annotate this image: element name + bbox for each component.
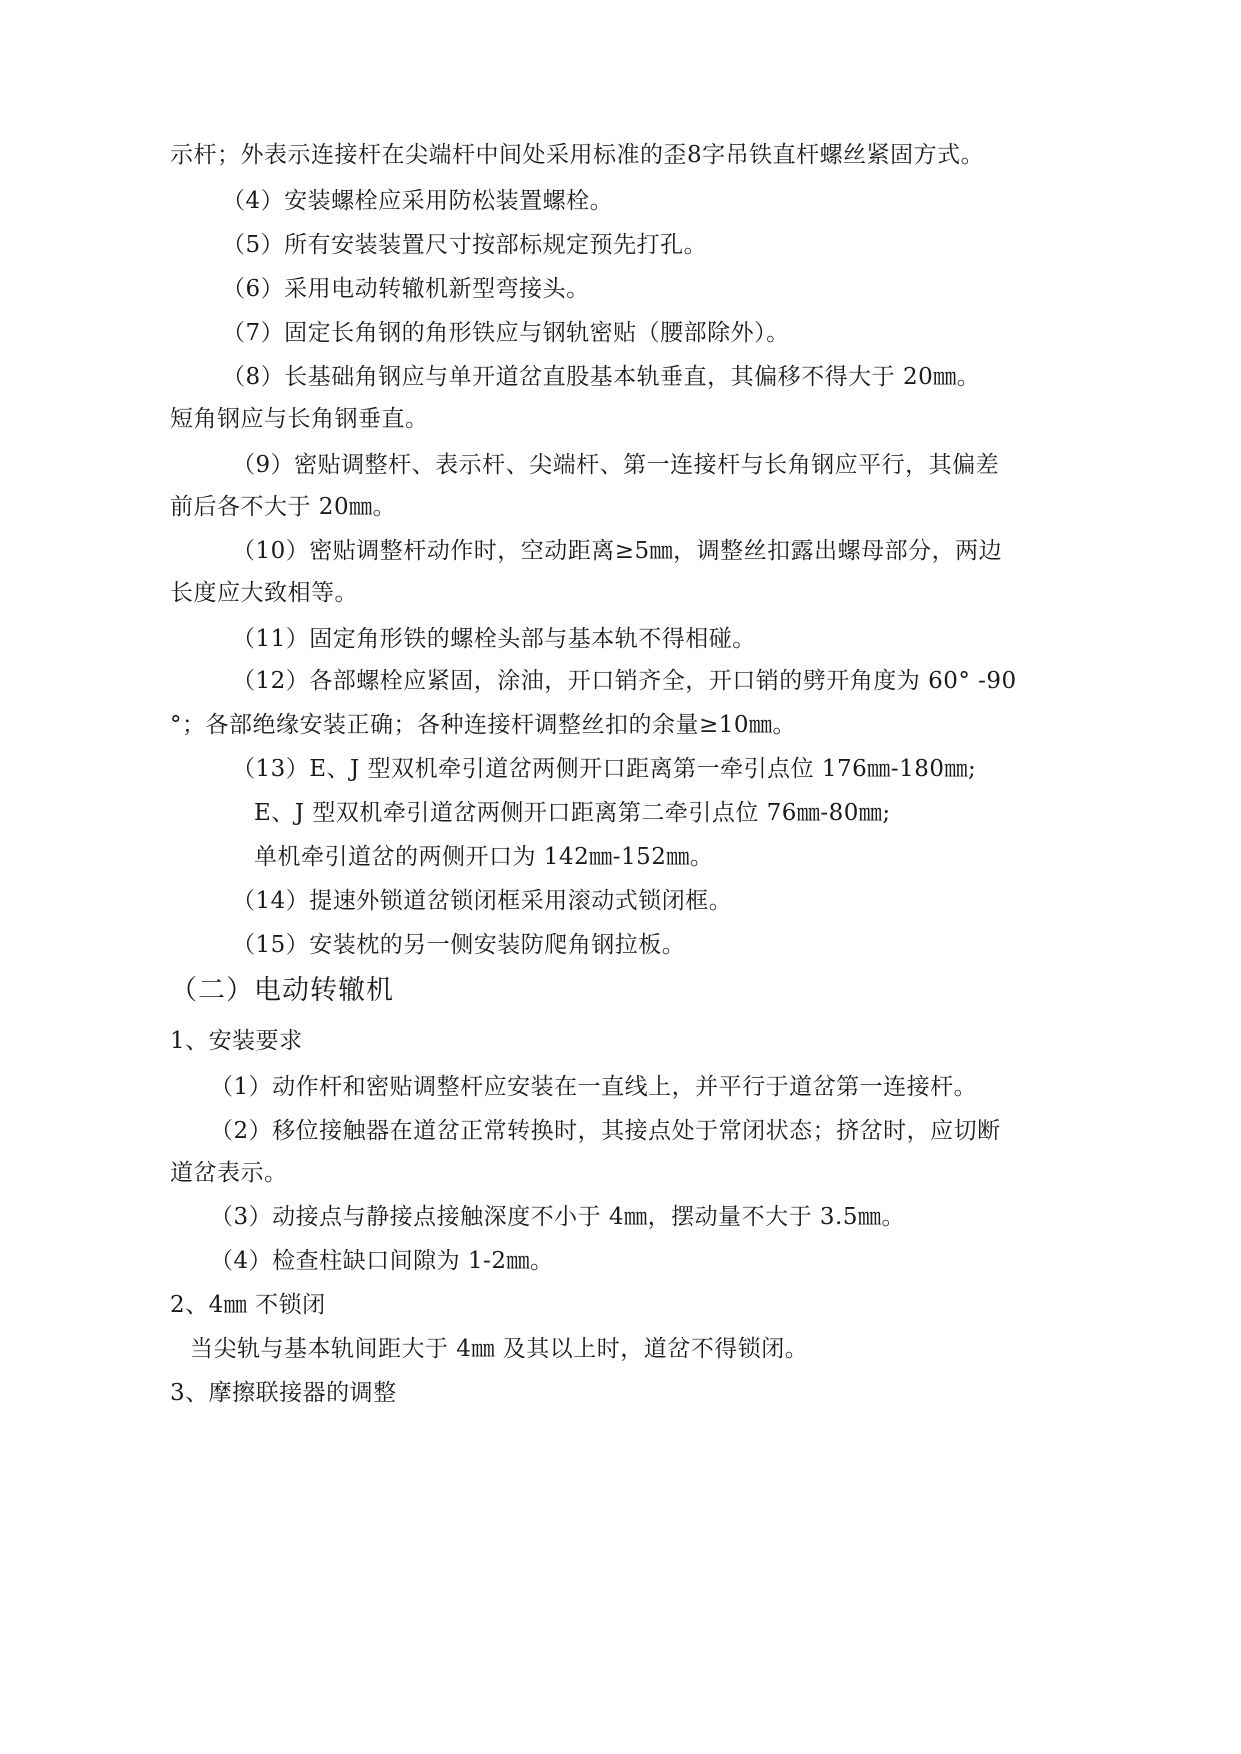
- list-item: （8）长基础角钢应与单开道岔直股基本轨垂直，其偏移不得大于 20㎜。: [222, 364, 981, 390]
- subsection-heading: 2、4㎜ 不锁闭: [170, 1292, 326, 1318]
- text-line: 前后各不大于 20㎜。: [170, 494, 397, 520]
- list-item: （9）密贴调整杆、表示杆、尖端杆、第一连接杆与长角钢应平行，其偏差: [232, 452, 1000, 478]
- list-item: （14）提速外锁道岔锁闭框采用滚动式锁闭框。: [232, 888, 733, 914]
- list-item: （5）所有安装装置尺寸按部标规定预先打孔。: [222, 232, 708, 258]
- text-line: 短角钢应与长角钢垂直。: [170, 406, 429, 432]
- list-item: （12）各部螺栓应紧固，涂油，开口销齐全，开口销的劈开角度为 60° -90: [232, 668, 1017, 694]
- text-line: °；各部绝缘安装正确；各种连接杆调整丝扣的余量≥10㎜。: [170, 712, 797, 738]
- list-item: （4）安装螺栓应采用防松装置螺栓。: [222, 188, 614, 214]
- text-line: 长度应大致相等。: [170, 580, 358, 606]
- section-heading: （二）电动转辙机: [170, 975, 394, 1006]
- text-line: E、J 型双机牵引道岔两侧开口距离第二牵引点位 76㎜-80㎜;: [254, 800, 891, 826]
- text-line: 示杆；外表示连接杆在尖端杆中间处采用标准的歪8字吊铁直杆螺丝紧固方式。: [170, 142, 985, 168]
- list-item: （11）固定角形铁的螺栓头部与基本轨不得相碰。: [232, 626, 756, 652]
- text-line: 道岔表示。: [170, 1160, 288, 1186]
- text-line: 单机牵引道岔的两侧开口为 142㎜-152㎜。: [254, 844, 714, 870]
- subsection-heading: 3、摩擦联接器的调整: [170, 1380, 397, 1406]
- list-item: （1）动作杆和密贴调整杆应安装在一直线上，并平行于道岔第一连接杆。: [210, 1074, 978, 1100]
- text-line: 当尖轨与基本轨间距大于 4㎜ 及其以上时，道岔不得锁闭。: [190, 1336, 809, 1362]
- list-item: （13）E、J 型双机牵引道岔两侧开口距离第一牵引点位 176㎜-180㎜;: [232, 756, 977, 782]
- list-item: （10）密贴调整杆动作时，空动距离≥5㎜，调整丝扣露出螺母部分，两边: [232, 538, 1003, 564]
- subsection-heading: 1、安装要求: [170, 1028, 303, 1054]
- list-item: （4）检查柱缺口间隙为 1-2㎜。: [210, 1248, 554, 1274]
- list-item: （3）动接点与静接点接触深度不小于 4㎜，摆动量不大于 3.5㎜。: [210, 1204, 905, 1230]
- list-item: （15）安装枕的另一侧安装防爬角钢拉板。: [232, 932, 686, 958]
- list-item: （7）固定长角钢的角形铁应与钢轨密贴（腰部除外）。: [222, 320, 790, 346]
- list-item: （2）移位接触器在道岔正常转换时，其接点处于常闭状态；挤岔时，应切断: [210, 1118, 1001, 1144]
- list-item: （6）采用电动转辙机新型弯接头。: [222, 276, 590, 302]
